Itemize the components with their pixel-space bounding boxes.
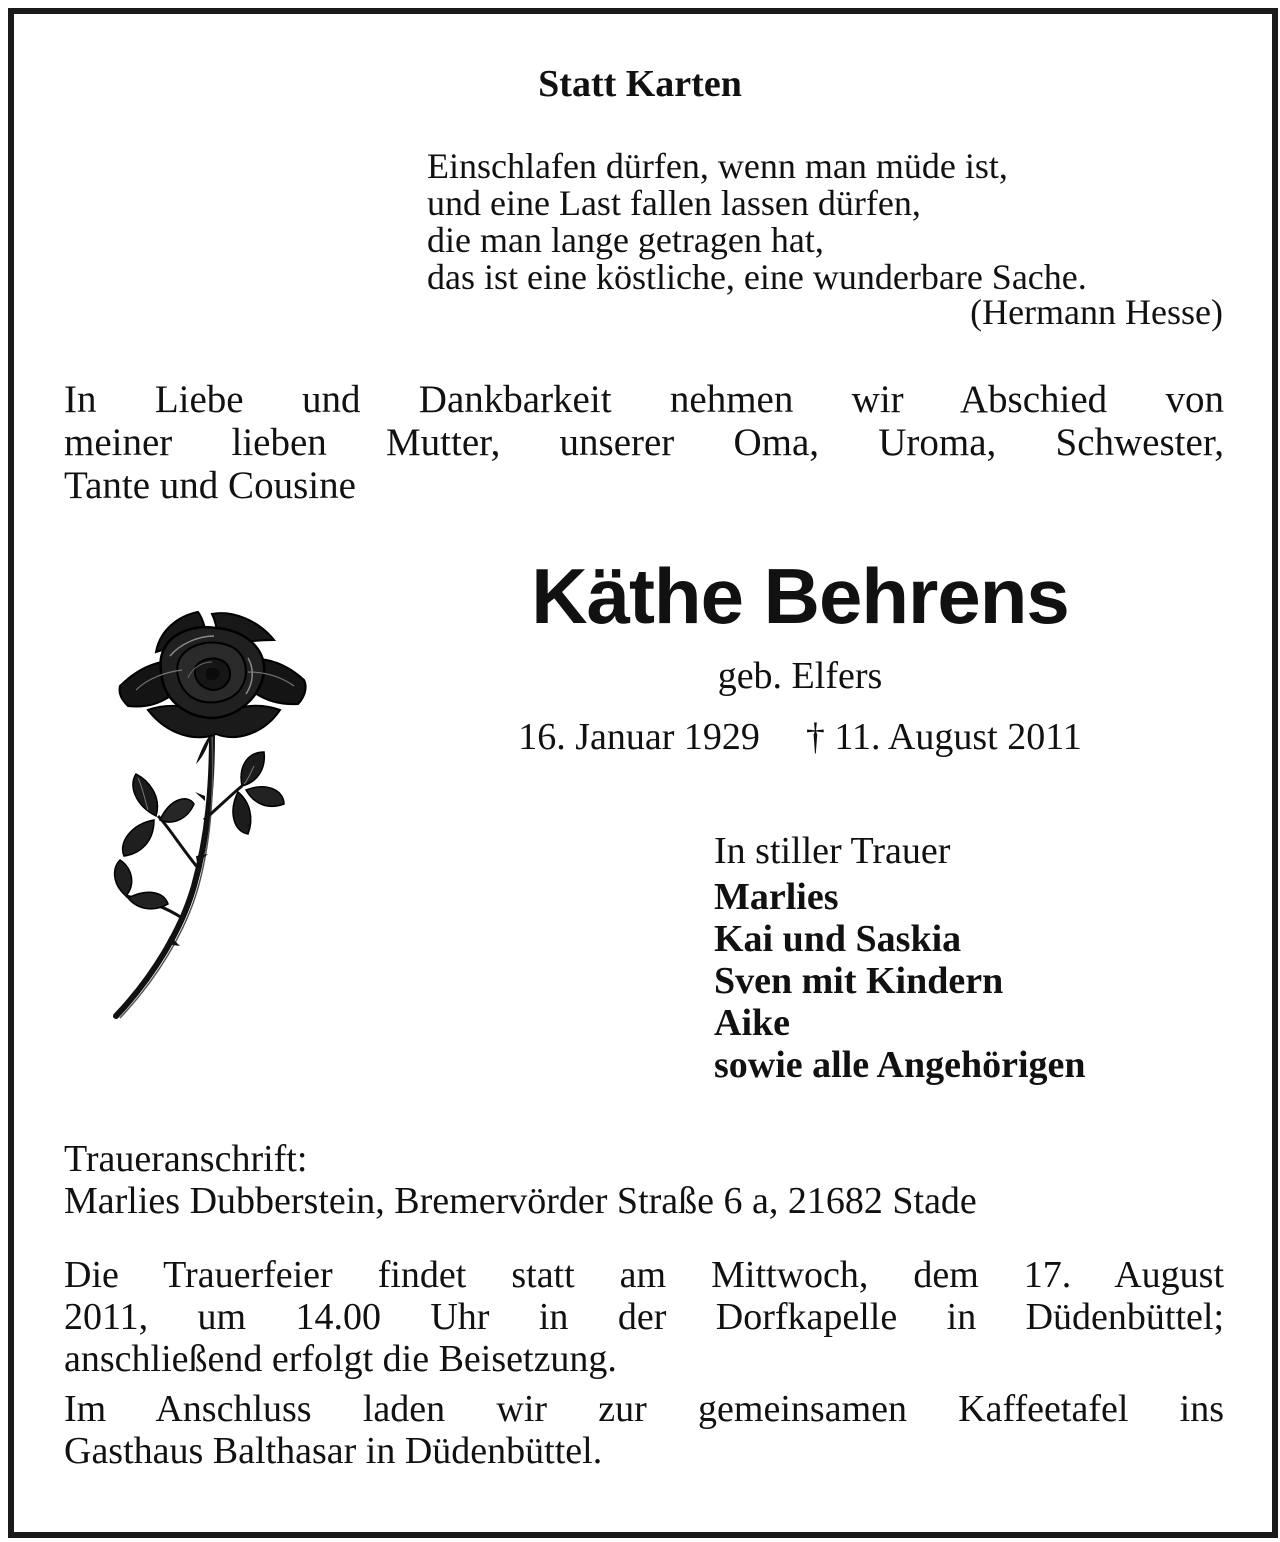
service-line: Die Trauerfeier findet statt am Mittwoch, dem 17. August [64, 1254, 1224, 1296]
deceased-name: Käthe Behrens [531, 552, 1069, 640]
maiden-name: geb. Elfers [717, 655, 883, 697]
service-line: anschließend erfolgt die Beisetzung. [64, 1338, 617, 1380]
poem-author: (Hermann Hesse) [970, 292, 1223, 332]
mourning-address [64, 1138, 1224, 1222]
mourners [714, 830, 1234, 1086]
address-line: Marlies Dubberstein, Bremervörder Straße 6 a, 21682 Stade [64, 1180, 977, 1222]
funeral-details [64, 1254, 1224, 1472]
farewell-text [64, 378, 1224, 507]
life-dates [440, 714, 1160, 760]
birth-date: 16. Januar 1929 [518, 716, 760, 758]
reception-line: Gasthaus Balthasar in Düdenbüttel. [64, 1430, 603, 1472]
poem-line: Einschlafen dürfen, wenn man müde ist, [427, 146, 1008, 186]
mourner-name: sowie alle Angehörigen [714, 1044, 1086, 1086]
farewell-line: meiner lieben Mutter, unserer Oma, Uroma, Schwester, [64, 421, 1224, 464]
reception-line: Im Anschluss laden wir zur gemeinsamen Kaffeetafel ins [64, 1388, 1224, 1430]
mourner-name: Aike [714, 1002, 790, 1044]
mourner-name: Kai und Saskia [714, 918, 962, 960]
farewell-line: Tante und Cousine [64, 464, 356, 507]
poem-line: und eine Last fallen lassen dürfen, [427, 183, 921, 223]
notice-header: Statt Karten [538, 63, 742, 105]
mourner-name: Marlies [714, 876, 839, 918]
address-label: Traueranschrift: [64, 1138, 308, 1180]
mourner-name: Sven mit Kindern [714, 960, 1004, 1002]
farewell-line: In Liebe und Dankbarkeit nehmen wir Abschied von [64, 378, 1224, 421]
mourning-intro: In stiller Trauer [714, 830, 951, 872]
death-date: † 11. August 2011 [805, 716, 1082, 758]
poem-line: das ist eine köstliche, eine wunderbare Sache. [427, 257, 1087, 297]
poem-line: die man lange getragen hat, [427, 220, 824, 260]
service-line: 2011, um 14.00 Uhr in der Dorfkapelle in Düdenbüttel; [64, 1296, 1224, 1338]
poem [427, 148, 1223, 331]
rose-icon [108, 606, 328, 1026]
